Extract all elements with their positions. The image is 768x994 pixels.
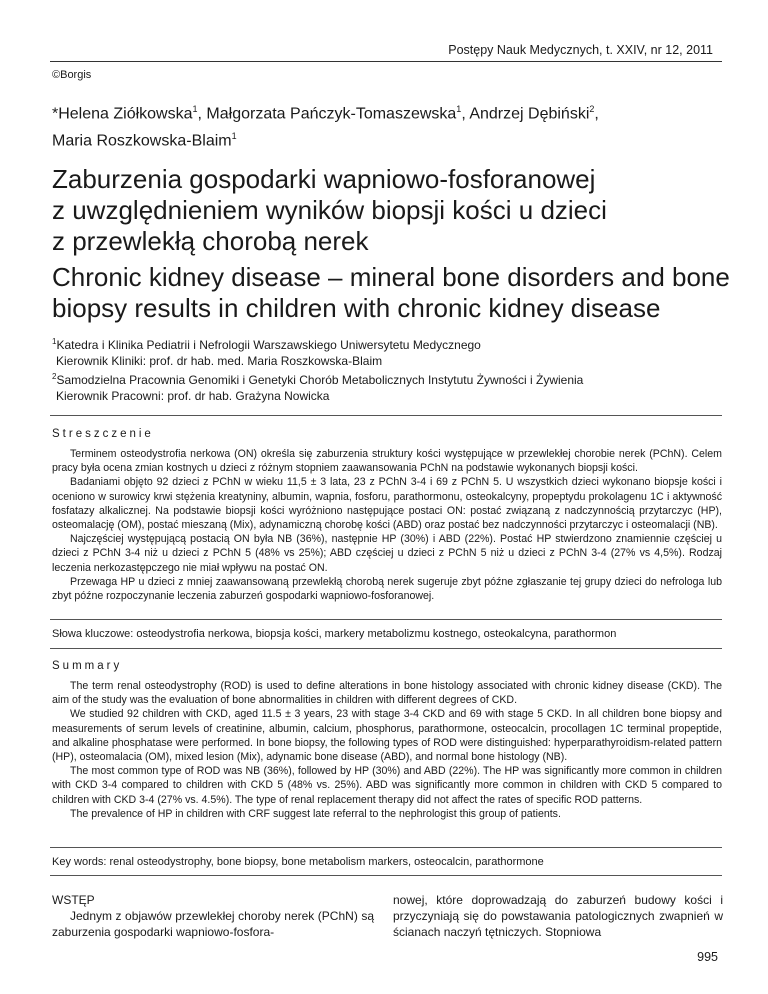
abstract-paragraph: We studied 92 children with CKD, aged 11.5 ± 3 years, 23 with stage 3-4 CKD and 69 with stage 5 CKD. In all children bone biopsy and measurements of serum levels of creatinine, albumin, calcium, phosphorus, parathormone, osteocalcin, procollagen 1C terminal propeptide, and alkaline phosphatase were performed. In bone biopsy, the following types of ROD were distinguished: hyperparathyroidism-related pattern (HP), osteomalacia (OM), mixed lesion (Mix), adynamic bone disease (ABD), and normal bone histology (NB). [52, 708, 722, 764]
summary-heading: Summary [52, 660, 123, 672]
section-rule [50, 875, 722, 876]
abstract-paragraph: Najczęściej występującą postacią ON była NB (36%), następnie HP (30%) i ABD (22%). Postać HP stwierdzono znamiennie częściej u dzieci z PChN 3-4 niż u dzieci z PChN 5 (48% vs 25%); ABD częściej u dzieci z PChN 5 niż u dzieci z PChN 3-4 (27% vs 4,5%). Rodzaj leczenia nerkozastępczego nie miał wpływu na postać ON. [52, 533, 722, 574]
author-affiliation-sup: 2 [589, 104, 595, 114]
abstract-paragraph: Badaniami objęto 92 dzieci z PChN w wieku 11,5 ± 3 lata, 23 z PChN 3-4 i 69 z PChN 5. U wszystkich dzieci wykonano biopsje kości i oceniono w surowicy krwi stężenia kreatyniny, albumin, wapnia, fosforu, parathormonu, osteokalcyny, propeptydu prokolagenu 1C i aktywność fosfatazy alkalicznej. Na podstawie biopsji kości wyróżniono następujące postaci ON: postać związaną z nadczynnością przytarczyc (HP), osteomalację (OM), postać mieszaną (Mix), adynamiczną chorobę kości (ABD) oraz postać bez nadczynności przytarczyc i osteomalacji (NB). [52, 476, 722, 532]
streszczenie-text [52, 447, 722, 603]
section-rule [50, 619, 722, 620]
title-english: Chronic kidney disease – mineral bone disorders and bone biopsy results in children with chronic kidney disease [52, 262, 730, 323]
body-column-left [52, 892, 374, 940]
author-name: Maria Roszkowska-Blaim [52, 132, 232, 150]
header-rule [50, 61, 722, 62]
section-rule [50, 415, 722, 416]
affiliation-line: Kierownik Pracowni: prof. dr hab. Grażyna Nowicka [56, 389, 330, 403]
abstract-paragraph: The most common type of ROD was NB (36%), followed by HP (30%) and ABD (22%). The HP was significantly more common in children with CKD 3-4 compared to children with CKD 5 (48% vs. 25%). ABD was significantly more common in children with CKD 5 compared to children with CKD 3-4 (27% vs. 4.5%). The type of renal replacement therapy did not affect the rates of specific ROD patterns. [52, 765, 722, 806]
keywords-polish: Słowa kluczowe: osteodystrofia nerkowa, biopsja kości, markery metabolizmu kostnego, osteokalcyna, parathormon [52, 628, 617, 640]
section-rule [50, 648, 722, 649]
body-paragraph: Jednym z objawów przewlekłej choroby nerek (PChN) są zaburzenia gospodarki wapniowo-fosfora- [52, 909, 374, 939]
author-name: *Helena Ziółkowska [52, 105, 193, 123]
summary-text [52, 679, 722, 821]
affiliations [52, 334, 732, 404]
author-name: Andrzej Dębiński [469, 105, 590, 123]
author-affiliation-sup: 1 [231, 131, 237, 142]
abstract-paragraph: Terminem osteodystrofia nerkowa (ON) określa się zaburzenia struktury kości występujące w przewlekłej chorobie nerek (PChN). Celem pracy była ocena zmian kostnych u dzieci z różnym stopniem zaawansowania PChN na podstawie wykonanych biopsji kości. [52, 448, 722, 475]
title-polish: Zaburzenia gospodarki wapniowo-fosforanowej z uwzględnieniem wyników biopsji kości u dzieci z przewlekłą chorobą nerek [52, 164, 607, 256]
body-column-right: nowej, które doprowadzają do zaburzeń budowy kości i przyczyniają się do powstawania patologicznych zwapnień w ścianach naczyń tętniczych. Stopniowa [393, 893, 723, 939]
author-affiliation-sup: 1 [456, 104, 462, 114]
author-name: Małgorzata Pańczyk-Tomaszewska [206, 105, 457, 123]
affiliation-line: $^2$Samodzielna Pracownia Genomiki i Genetyki Chorób Metabolicznych Instytutu Żywności i Żywienia [52, 372, 584, 387]
page-number: 995 [697, 950, 718, 964]
abstract-paragraph: The term renal osteodystrophy (ROD) is used to define alterations in bone histology associated with chronic kidney disease (CKD). The aim of the study was the evaluation of bone abnormalities in children with different degrees of CKD. [52, 680, 722, 707]
author-list: *Helena Ziółkowska$^1$, Małgorzata Pańczyk-Tomaszewska$^1$, Andrzej Dębiński$^2$, Maria Roszkowska-Blaim$^1$ [52, 104, 599, 150]
abstract-paragraph: Przewaga HP u dzieci z mniej zaawansowaną przewlekłą chorobą nerek sugeruje zbyt późne zgłaszanie tej grupy dzieci do nefrologa lub zbyt późne rozpoczynanie leczenia zaburzeń gospodarki wapniowo-fosforanowej. [52, 575, 722, 603]
affiliation-line: Kierownik Kliniki: prof. dr hab. med. Maria Roszkowska-Blaim [56, 354, 383, 368]
publisher-mark: ©Borgis [52, 69, 92, 81]
journal-citation: Postępy Nauk Medycznych, t. XXIV, nr 12, 2011 [448, 43, 713, 57]
section-heading-wstep: WSTĘP [52, 893, 95, 907]
affiliation-line: $^1$Katedra i Klinika Pediatrii i Nefrologii Warszawskiego Uniwersytetu Medycznego [52, 337, 481, 352]
section-rule [50, 847, 722, 848]
author-affiliation-sup: 1 [192, 104, 198, 114]
keywords-english: Key words: renal osteodystrophy, bone biopsy, bone metabolism markers, osteocalcin, parathormone [52, 856, 544, 868]
streszczenie-heading: Streszczenie [52, 428, 154, 440]
abstract-paragraph: The prevalence of HP in children with CRF suggest late referral to the nephrologist this group of patients. [70, 807, 561, 820]
